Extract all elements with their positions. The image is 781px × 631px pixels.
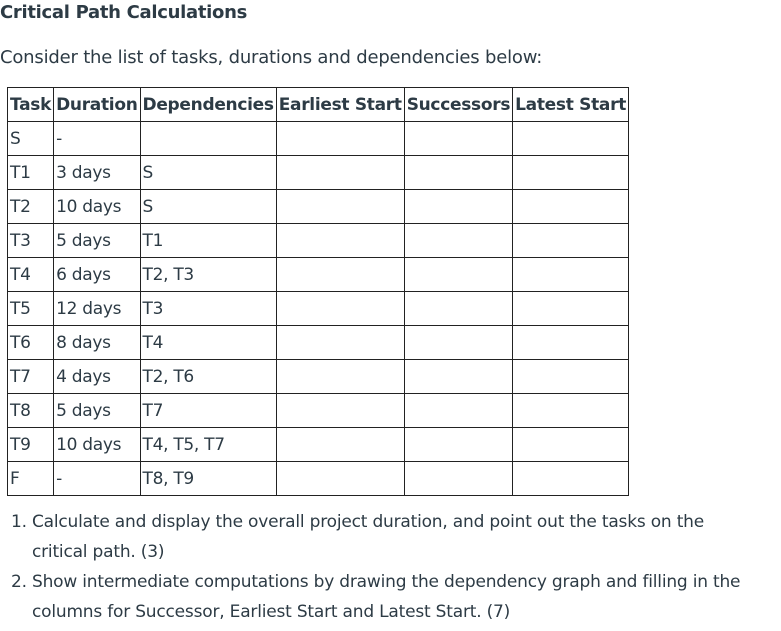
question-2: 2. Show intermediate computations by drawing the dependency graph and filling in the columns for Successor, Earliest Start and Latest Start. (7) (32, 567, 762, 627)
table-row (8, 122, 629, 156)
latest-start-cell (513, 428, 629, 462)
successors-cell (404, 428, 512, 462)
duration-cell: 5 days (54, 224, 140, 258)
task-cell: T8 (8, 394, 54, 428)
page-title: Critical Path Calculations (0, 2, 248, 23)
dependencies-cell: T1 (140, 224, 276, 258)
task-cell: T7 (8, 360, 54, 394)
earliest-start-cell (276, 360, 404, 394)
task-cell: T4 (8, 258, 54, 292)
duration-cell: 12 days (54, 292, 140, 326)
task-cell: T1 (8, 156, 54, 190)
successors-cell (404, 156, 512, 190)
duration-cell: - (54, 122, 140, 156)
duration-cell: 8 days (54, 326, 140, 360)
table-row (8, 156, 629, 190)
dependencies-cell: T4 (140, 326, 276, 360)
successors-cell (404, 394, 512, 428)
header-latest-start: Latest Start (513, 88, 629, 122)
earliest-start-cell (276, 428, 404, 462)
task-cell: F (8, 462, 54, 496)
successors-cell (404, 326, 512, 360)
table-row (8, 462, 629, 496)
duration-cell: 10 days (54, 190, 140, 224)
earliest-start-cell (276, 394, 404, 428)
duration-cell: 4 days (54, 360, 140, 394)
dependencies-cell: T3 (140, 292, 276, 326)
dependencies-cell: S (140, 156, 276, 190)
dependencies-cell (140, 122, 276, 156)
duration-cell: 10 days (54, 428, 140, 462)
earliest-start-cell (276, 122, 404, 156)
table-row (8, 190, 629, 224)
latest-start-cell (513, 190, 629, 224)
dependencies-cell: S (140, 190, 276, 224)
question-1: 1. Calculate and display the overall project duration, and point out the tasks on the critical path. (3) (32, 507, 762, 567)
latest-start-cell (513, 156, 629, 190)
task-cell: T2 (8, 190, 54, 224)
latest-start-cell (513, 462, 629, 496)
table-row (8, 326, 629, 360)
header-earliest-start: Earliest Start (276, 88, 404, 122)
dependencies-cell: T8, T9 (140, 462, 276, 496)
latest-start-cell (513, 224, 629, 258)
task-table (7, 87, 629, 496)
latest-start-cell (513, 326, 629, 360)
duration-cell: 6 days (54, 258, 140, 292)
latest-start-cell (513, 122, 629, 156)
task-cell: S (8, 122, 54, 156)
earliest-start-cell (276, 190, 404, 224)
earliest-start-cell (276, 462, 404, 496)
latest-start-cell (513, 258, 629, 292)
earliest-start-cell (276, 224, 404, 258)
header-successors: Successors (404, 88, 512, 122)
successors-cell (404, 122, 512, 156)
table-row (8, 394, 629, 428)
successors-cell (404, 292, 512, 326)
task-cell: T3 (8, 224, 54, 258)
table-row (8, 224, 629, 258)
header-duration: Duration (54, 88, 140, 122)
intro-text: Consider the list of tasks, durations and dependencies below: (0, 47, 543, 68)
header-dependencies: Dependencies (140, 88, 276, 122)
table-row (8, 360, 629, 394)
task-cell: T5 (8, 292, 54, 326)
dependencies-cell: T2, T6 (140, 360, 276, 394)
table-row (8, 428, 629, 462)
earliest-start-cell (276, 156, 404, 190)
table-row (8, 258, 629, 292)
duration-cell: 3 days (54, 156, 140, 190)
duration-cell: 5 days (54, 394, 140, 428)
successors-cell (404, 258, 512, 292)
latest-start-cell (513, 394, 629, 428)
successors-cell (404, 360, 512, 394)
question-list (0, 507, 762, 627)
successors-cell (404, 190, 512, 224)
duration-cell: - (54, 462, 140, 496)
successors-cell (404, 224, 512, 258)
dependencies-cell: T2, T3 (140, 258, 276, 292)
dependencies-cell: T7 (140, 394, 276, 428)
earliest-start-cell (276, 326, 404, 360)
latest-start-cell (513, 360, 629, 394)
task-cell: T9 (8, 428, 54, 462)
latest-start-cell (513, 292, 629, 326)
dependencies-cell: T4, T5, T7 (140, 428, 276, 462)
table-row (8, 292, 629, 326)
table-header-row (8, 88, 629, 122)
header-task: Task (8, 88, 54, 122)
successors-cell (404, 462, 512, 496)
earliest-start-cell (276, 258, 404, 292)
earliest-start-cell (276, 292, 404, 326)
task-cell: T6 (8, 326, 54, 360)
table-body (8, 122, 629, 496)
